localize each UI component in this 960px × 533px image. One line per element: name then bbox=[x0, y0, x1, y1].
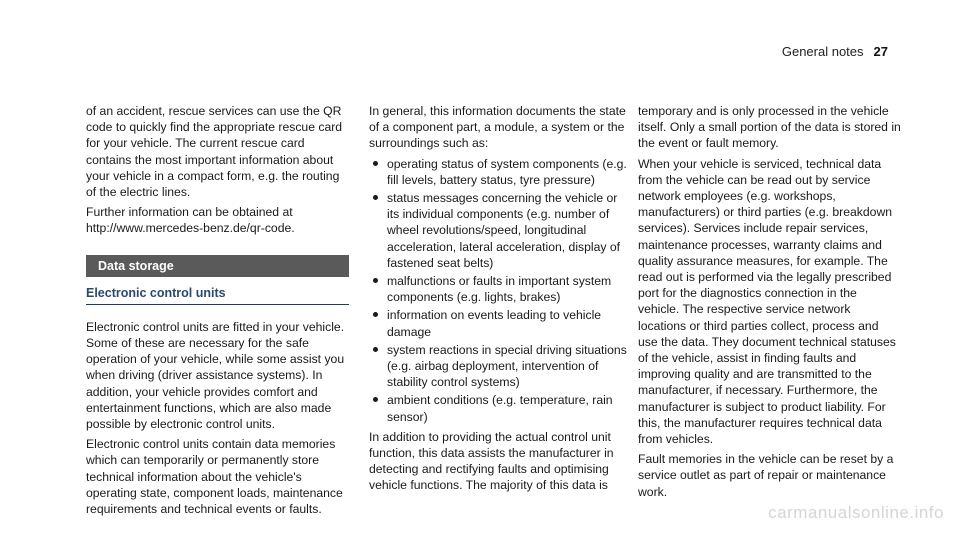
list-item: system reactions in special driving situations (e.g. airbag deployment, intervention of stability control systems) bbox=[369, 342, 632, 391]
paragraph-temporary-data: temporary and is only processed in the vehicle itself. Only a small portion of the data is stored in the event or fault memory. bbox=[638, 104, 901, 151]
list-item: operating status of system components (e.g. fill levels, battery status, tyre pressure) bbox=[369, 156, 632, 188]
column-right bbox=[638, 103, 901, 504]
bullet-list-data-types bbox=[369, 156, 632, 425]
section-title: General notes bbox=[781, 44, 864, 59]
paragraph-data-memories: Electronic control units contain data memories which can temporarily or permanently store technical information about the vehicle's operating state, component loads, maintenance requirements and technical events or faults. bbox=[86, 437, 343, 517]
column-left bbox=[86, 103, 349, 521]
paragraph-rescue-card: of an accident, rescue services can use the QR code to quickly find the appropriate rescue card for your vehicle. The current rescue card contains the most important information about your vehicle in a compact form, e.g. the routing of the electric lines. bbox=[86, 104, 343, 200]
paragraph-fault-memory-reset: Fault memories in the vehicle can be reset by a service outlet as part of repair or maintenance work. bbox=[638, 452, 894, 499]
list-item: information on events leading to vehicle damage bbox=[369, 307, 632, 339]
page-number: 27 bbox=[873, 44, 888, 59]
paragraph-control-units-intro: Electronic control units are fitted in your vehicle. Some of these are necessary for the safe operation of your vehicle, while some assist you when driving (driver assistance systems). In addition, your vehicle provides comfort and entertainment functions, which are also made possible by electronic control units. bbox=[86, 319, 345, 432]
watermark: carmanualsonline.info bbox=[768, 503, 944, 522]
paragraph-information-documents: In general, this information documents the state of a component part, a module, a system or the surroundings such as: bbox=[369, 104, 626, 151]
subheading-electronic-control-units: Electronic control units bbox=[86, 285, 349, 305]
paragraph-control-unit-function: In addition to providing the actual control unit function, this data assists the manufacturer in detecting and rectifying faults and optimising vehicle functions. The majority of this data is bbox=[369, 429, 614, 493]
column-middle bbox=[369, 103, 632, 498]
section-banner-data-storage: Data storage bbox=[86, 255, 349, 277]
list-item: malfunctions or faults in important system components (e.g. lights, brakes) bbox=[369, 273, 632, 305]
page-header bbox=[782, 44, 888, 59]
list-item: status messages concerning the vehicle or its individual components (e.g. number of wheel revolutions/speed, longitudinal acceleration, lateral acceleration, display of fastened seat belts) bbox=[369, 190, 632, 271]
paragraph-qr-code-link: Further information can be obtained at http://www.mercedes-benz.de/qr-code. bbox=[86, 205, 295, 236]
list-item: ambient conditions (e.g. temperature, rain sensor) bbox=[369, 392, 632, 424]
paragraph-servicing-data: When your vehicle is serviced, technical data from the vehicle can be read out by service network employees (e.g. workshops, manufacturers) or third parties (e.g. breakdown services). Services include repair services, maintenance processes, warranty claims and quality assurance measures, for example. The read out is performed via the legally prescribed port for the diagnostics connection in the vehicle. The respective service network locations or third parties collect, process and use the data. They document technical statuses of the vehicle, assist in finding faults and improving quality and are transmitted to the manufacturer, if necessary. Furthermore, the manufacturer is subject to product liability. For this, the manufacturer requires technical data from vehicles. bbox=[638, 156, 896, 447]
